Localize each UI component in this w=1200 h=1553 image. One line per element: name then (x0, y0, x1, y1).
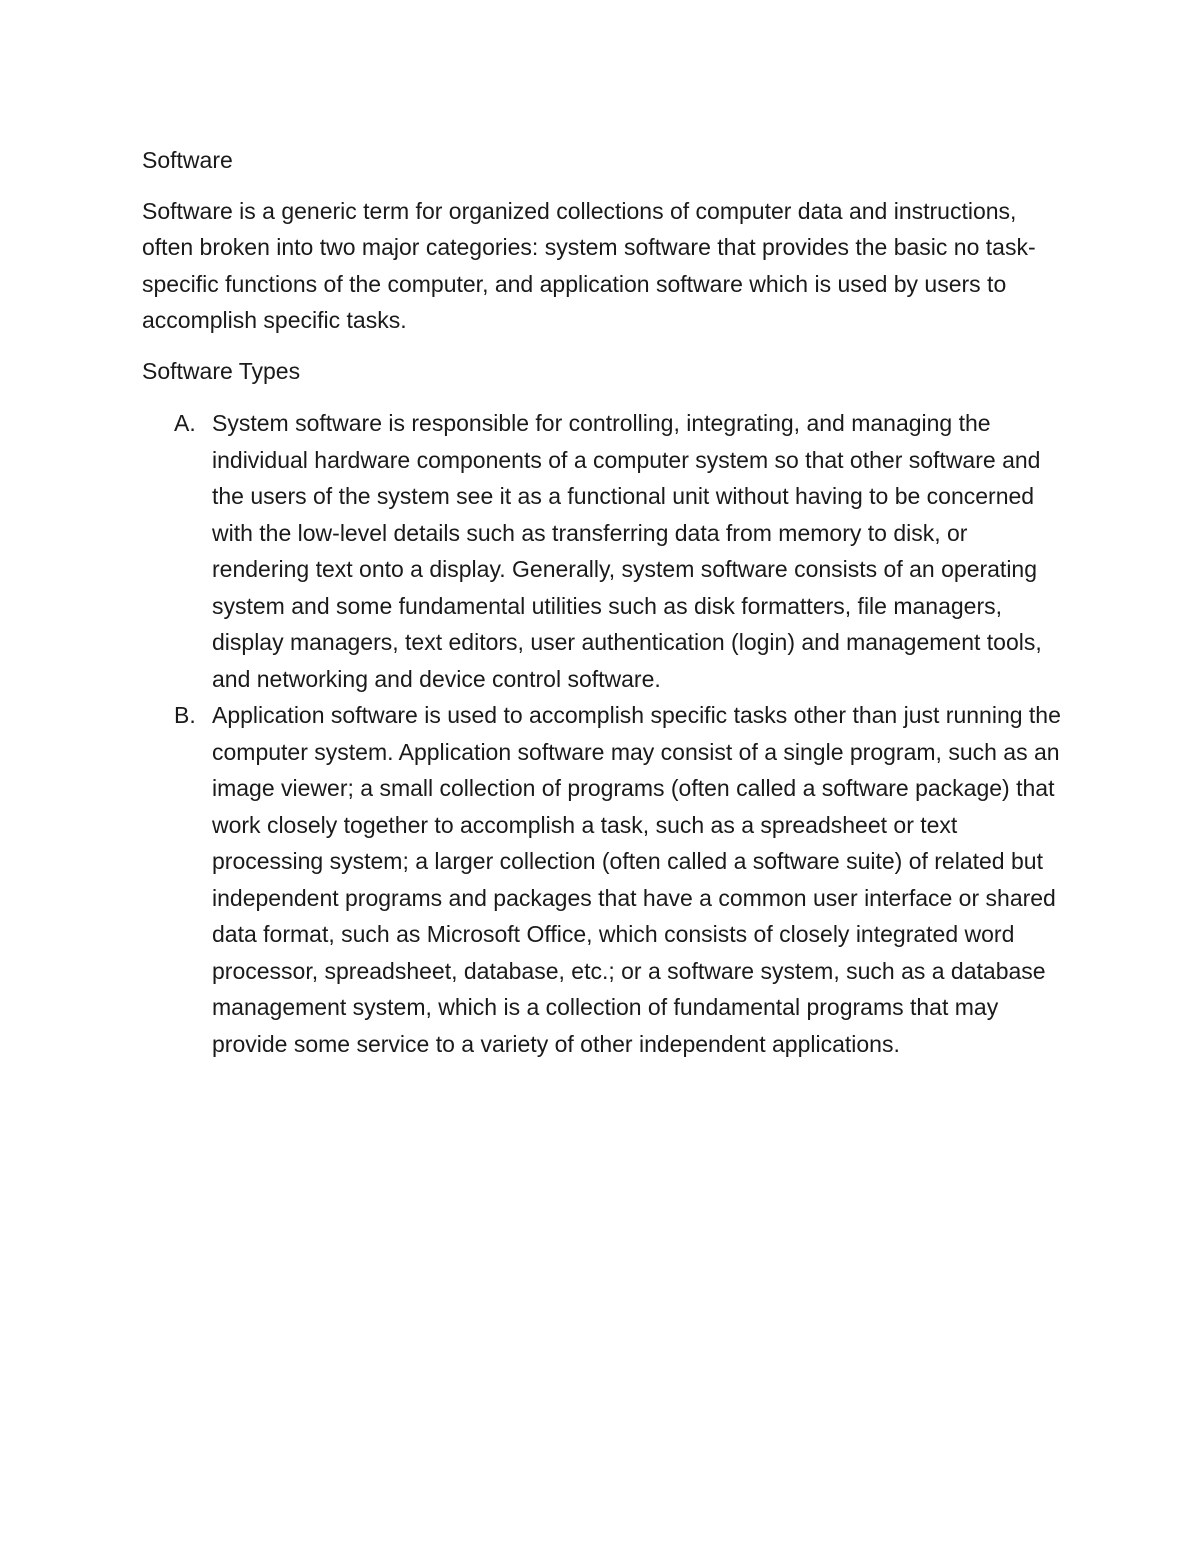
list-item-application-software (142, 697, 1062, 1062)
software-types-list (142, 405, 1062, 1062)
intro-paragraph: Software is a generic term for organized collections of computer data and instructions, often broken into two major categories: system software that provides the basic no task-specific functions of the computer, and application software which is used by users to accomplish specific tasks. (142, 197, 1036, 333)
document-title: Software (142, 147, 233, 173)
list-item-text: System software is responsible for controlling, integrating, and managing the individual hardware components of a computer system so that other software and the users of the system see it as a functional unit without having to be concerned with the low-level details such as transferring data from memory to disk, or rendering text onto a display. Generally, system software consists of an operating system and some fundamental utilities such as disk formatters, file managers, display managers, text editors, user authentication (login) and management tools, and networking and device control software. (212, 410, 1042, 692)
document-body (142, 142, 1062, 1062)
list-item-text: Application software is used to accomplish specific tasks other than just running the computer system. Application software may consist of a single program, such as an image viewer; a small collection of programs (often called a software package) that work closely together to accomplish a task, such as a spreadsheet or text processing system; a larger collection (often called a software suite) of related but independent programs and packages that have a common user interface or shared data format, such as Microsoft Office, which consists of closely integrated word processor, spreadsheet, database, etc.; or a software system, such as a database management system, which is a collection of fundamental programs that may provide some service to a variety of other independent applications. (212, 702, 1061, 1057)
list-marker: A. (174, 410, 196, 436)
list-marker: B. (174, 702, 196, 728)
software-types-heading: Software Types (142, 357, 301, 384)
list-item-system-software (142, 405, 1062, 697)
